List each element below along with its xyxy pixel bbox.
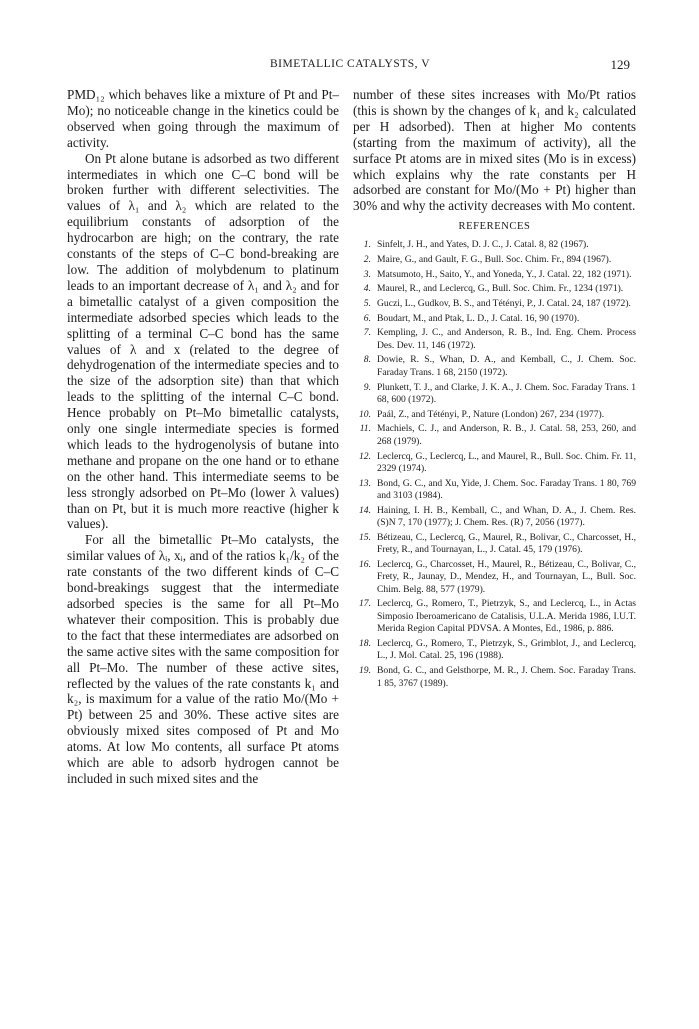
reference-text: Maurel, R., and Leclercq, G., Bull. Soc. Chim. Fr., 1234 (1971). [377, 283, 624, 295]
reference-number: 4. [363, 283, 371, 295]
reference-item [353, 505, 636, 530]
reference-text: Bond, G. C., and Gelsthorpe, M. R., J. Chem. Soc. Faraday Trans. 1 85, 3767 (1989). [377, 665, 636, 689]
reference-number: 19. [359, 665, 371, 677]
reference-text: Bétizeau, C., Leclercq, G., Maurel, R., Bolivar, C., Charcosset, H., Frety, R., and Tournayan, L., J. Catal. 45, 179 (1976). [377, 531, 636, 556]
reference-number: 8. [363, 354, 371, 366]
reference-number: 18. [359, 637, 371, 649]
body-paragraph: For all the bimetallic Pt–Mo catalysts, the similar values of λᵢ, xᵢ, and of the ratios k₁/k₂ of the rate constants of the two different kinds of C–C bond-breakings suggest that the intermediate adsorbed species is the same for all Pt–Mo whatever their composition. This is probably due to the fact that these intermediates are adsorbed on the same active sites with the same composition for all Pt–Mo. The number of these active sites, reflected by the values of the rate constants k₁ and k₂, is maximum for a value of the ratio Mo/(Mo + Pt) between 25 and 30%. These active sites are obviously mixed sites composed of Pt and Mo atoms. At low Mo contents, all surface Pt atoms which are able to adsorb hydrogen cannot be included in such mixed sites and the [67, 532, 339, 786]
reference-text: Guczi, L., Gudkov, B. S., and Tétényi, P., J. Catal. 24, 187 (1972). [377, 297, 631, 309]
reference-text: Boudart, M., and Ptak, L. D., J. Catal. 16, 90 (1970). [377, 312, 580, 324]
left-column [67, 87, 339, 787]
reference-item [353, 559, 636, 596]
reference-text: Maire, G., and Gault, F. G., Bull. Soc. Chim. Fr., 894 (1967). [377, 253, 612, 265]
reference-number: 17. [359, 598, 371, 610]
reference-number: 15. [359, 531, 371, 543]
reference-text: Sinfelt, J. H., and Yates, D. J. C., J. Catal. 8, 82 (1967). [377, 239, 589, 251]
reference-item [353, 478, 636, 503]
reference-item [353, 409, 636, 421]
references-heading: REFERENCES [458, 221, 531, 233]
body-paragraph: PMD₁₂ which behaves like a mixture of Pt and Pt–Mo); no noticeable change in the kinetics could be observed when going through the maximum of activity. [67, 87, 339, 150]
running-title: BIMETALLIC CATALYSTS, V [269, 58, 431, 70]
reference-number: 12. [359, 450, 371, 462]
reference-number: 5. [363, 297, 371, 309]
reference-item [353, 313, 636, 325]
reference-item [353, 283, 636, 295]
reference-text: Bond, G. C., and Xu, Yide, J. Chem. Soc. Faraday Trans. 1 80, 769 and 3103 (1984). [377, 477, 636, 502]
reference-text: Dowie, R. S., Whan, D. A., and Kemball, C., J. Chem. Soc. Faraday Trans. 1 68, 2150 (1972). [377, 354, 636, 378]
reference-item [353, 598, 636, 635]
right-column [353, 87, 636, 692]
reference-text: Leclercq, G., Romero, T., Pietrzyk, S., and Leclercq, L., in Actas Simposio Iberoamericano de Catalisis, U.L.A. Merida 1986, I.U.T. Merida Region Capital PDVSA. A Montes, Ed., 1986, p. 886. [377, 598, 636, 635]
body-paragraph: On Pt alone butane is adsorbed as two different intermediates in which one C–C bond will be broken further with different selectivities. The values of λ₁ and λ₂ which are related to the equilibrium constants of adsorption of the hydrocarbon are high; on the contrary, the rate constants of the steps of C–C bond-breaking are low. The addition of molybdenum to platinum leads to an important decrease of λ₁ and λ₂ and for a bimetallic catalyst of a given composition the intermediate adsorbed species which leads to the splitting of a terminal C–C bond has the same values of λ and x (related to the degree of dehydrogenation of the intermediate species and to the size of the adsorption site) than that which leads to the splitting of the internal C–C bond. Hence probably on Pt–Mo bimetallic catalysts, only one single intermediate species is formed which leads to the hydrogenolysis of butane into methane and propane on the one hand or to ethane on the other hand. This intermediate seems to be less strongly adsorbed on Pt–Mo (lower λ values) than on Pt, but it is much more reactive (higher k values). [67, 150, 339, 532]
reference-text: Kempling, J. C., and Anderson, R. B., Ind. Eng. Chem. Process Des. Dev. 11, 146 (1972). [377, 327, 636, 351]
reference-item [353, 269, 636, 281]
reference-item [353, 298, 636, 310]
reference-item [353, 327, 636, 352]
reference-number: 9. [363, 381, 371, 393]
reference-item [353, 423, 636, 448]
reference-text: Leclercq, G., Charcosset, H., Maurel, R., Bétizeau, C., Bolivar, C., Frety, R., Jaunay, D., Mendez, H., and Tournayan, L., Bull. Soc. Chim. Belg. 88, 577 (1979). [377, 558, 636, 595]
reference-number: 1. [363, 239, 371, 251]
page-number: 129 [610, 57, 630, 72]
reference-list [353, 239, 636, 690]
reference-number: 14. [359, 504, 371, 516]
reference-item [353, 638, 636, 663]
reference-number: 13. [359, 477, 371, 489]
body-paragraph: number of these sites increases with Mo/Pt ratios (this is shown by the changes of k₁ and k₂ calculated per H adsorbed). Then at higher Mo contents (starting from the maximum of activity), all the surface Pt atoms are in mixed sites (Mo is in excess) which explains why the rate constants per H adsorbed are constant for Mo/(Mo + Pt) higher than 30% and why the activity decreases with Mo content. [353, 87, 636, 214]
reference-item [353, 239, 636, 251]
reference-text: Paál, Z., and Tétényi, P., Nature (London) 267, 234 (1977). [377, 408, 605, 420]
reference-item [353, 532, 636, 557]
reference-number: 16. [359, 558, 371, 570]
reference-text: Haining, I. H. B., Kemball, C., and Whan, D. A., J. Chem. Res. (S)N 7, 170 (1977); J. Chem. Res. (R) 7, 2056 (1977). [377, 504, 636, 529]
reference-item [353, 354, 636, 379]
reference-item [353, 451, 636, 476]
reference-text: Machiels, C. J., and Anderson, R. B., J. Catal. 58, 253, 260, and 268 (1979). [377, 423, 636, 447]
reference-text: Matsumoto, H., Saito, Y., and Yoneda, Y., J. Catal. 22, 182 (1971). [377, 268, 632, 280]
reference-number: 10. [359, 408, 371, 420]
reference-number: 7. [363, 327, 371, 339]
reference-item [353, 382, 636, 407]
reference-number: 3. [363, 268, 371, 280]
reference-text: Leclercq, G., Leclercq, L., and Maurel, R., Bull. Soc. Chim. Fr. 11, 2329 (1974). [377, 450, 636, 474]
reference-number: 2. [363, 253, 371, 265]
reference-item [353, 254, 636, 266]
reference-item [353, 665, 636, 690]
reference-text: Leclercq, G., Romero, T., Pietrzyk, S., Grimblot, J., and Leclercq, L., J. Mol. Catal. 25, 196 (1988). [377, 637, 636, 662]
reference-text: Plunkett, T. J., and Clarke, J. K. A., J. Chem. Soc. Faraday Trans. 1 68, 600 (1972). [377, 381, 636, 405]
reference-number: 11. [359, 423, 371, 435]
reference-number: 6. [363, 312, 371, 324]
